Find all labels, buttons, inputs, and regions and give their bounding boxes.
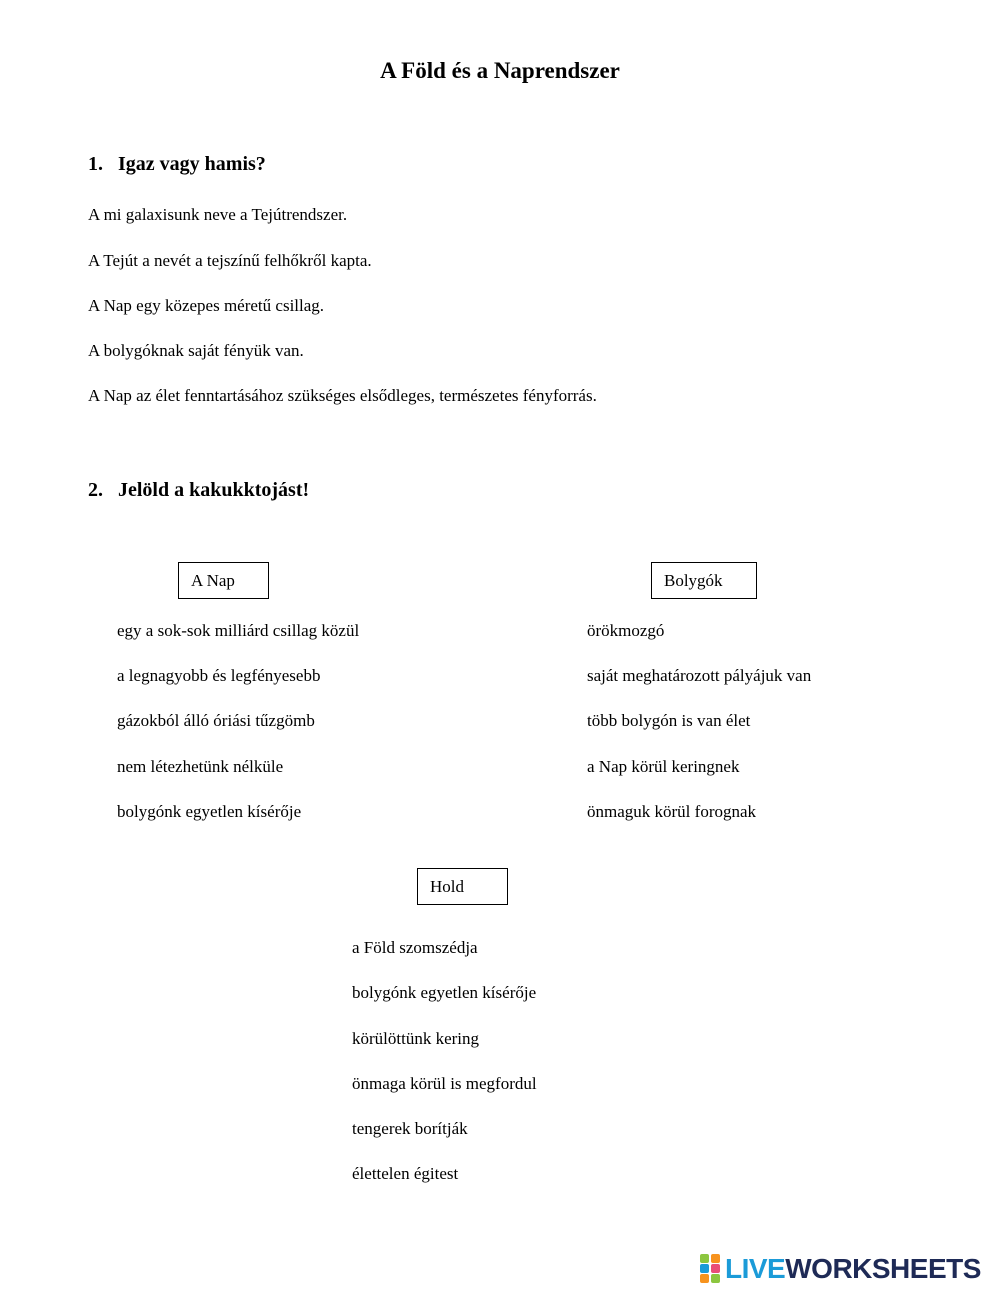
hold-option-6[interactable]: élettelen égitest: [352, 1164, 459, 1183]
bolygok-option-1[interactable]: örökmozgó: [587, 621, 665, 640]
group-label-nap: A Nap: [178, 562, 269, 599]
liveworksheets-blocks-icon: [700, 1254, 722, 1284]
hold-option-2[interactable]: bolygónk egyetlen kísérője: [352, 983, 537, 1002]
bolygok-option-3[interactable]: több bolygón is van élet: [587, 711, 751, 730]
true-false-statement-3: A Nap egy közepes méretű csillag.: [88, 296, 325, 315]
bolygok-option-5[interactable]: önmaguk körül forognak: [587, 802, 757, 821]
bolygok-option-2[interactable]: saját meghatározott pályájuk van: [587, 666, 812, 685]
section-2-title: Jelöld a kakukktojást!: [118, 479, 310, 501]
true-false-statement-1: A mi galaxisunk neve a Tejútrendszer.: [88, 205, 348, 224]
nap-option-3[interactable]: gázokból álló óriási tűzgömb: [117, 711, 315, 730]
hold-option-3[interactable]: körülöttünk kering: [352, 1029, 480, 1048]
section-1-heading: [88, 153, 266, 176]
liveworksheets-logo: [700, 1252, 981, 1286]
page-title: A Föld és a Naprendszer: [380, 58, 620, 83]
liveworksheets-wordmark: [725, 1252, 981, 1286]
bolygok-option-4[interactable]: a Nap körül keringnek: [587, 757, 740, 776]
nap-option-1[interactable]: egy a sok-sok milliárd csillag közül: [117, 621, 360, 640]
hold-option-1[interactable]: a Föld szomszédja: [352, 938, 478, 957]
section-2-number: 2.: [88, 479, 103, 501]
section-1-title: Igaz vagy hamis?: [118, 153, 266, 175]
group-label-bolygok: Bolygók: [651, 562, 757, 599]
true-false-statement-2: A Tejút a nevét a tejszínű felhőkről kapta.: [88, 251, 372, 270]
hold-option-4[interactable]: önmaga körül is megfordul: [352, 1074, 537, 1093]
section-1-number: 1.: [88, 153, 103, 175]
section-2-heading: [88, 479, 309, 502]
nap-option-4[interactable]: nem létezhetünk nélküle: [117, 757, 284, 776]
group-label-hold: Hold: [417, 868, 508, 905]
nap-option-2[interactable]: a legnagyobb és legfényesebb: [117, 666, 321, 685]
logo-text-live: LIVE: [725, 1253, 786, 1284]
logo-text-worksheets: WORKSHEETS: [785, 1253, 981, 1284]
nap-option-5[interactable]: bolygónk egyetlen kísérője: [117, 802, 302, 821]
hold-option-5[interactable]: tengerek borítják: [352, 1119, 468, 1138]
true-false-statement-4: A bolygóknak saját fényük van.: [88, 341, 304, 360]
true-false-statement-5: A Nap az élet fenntartásához szükséges elsődleges, természetes fényforrás.: [88, 386, 597, 405]
